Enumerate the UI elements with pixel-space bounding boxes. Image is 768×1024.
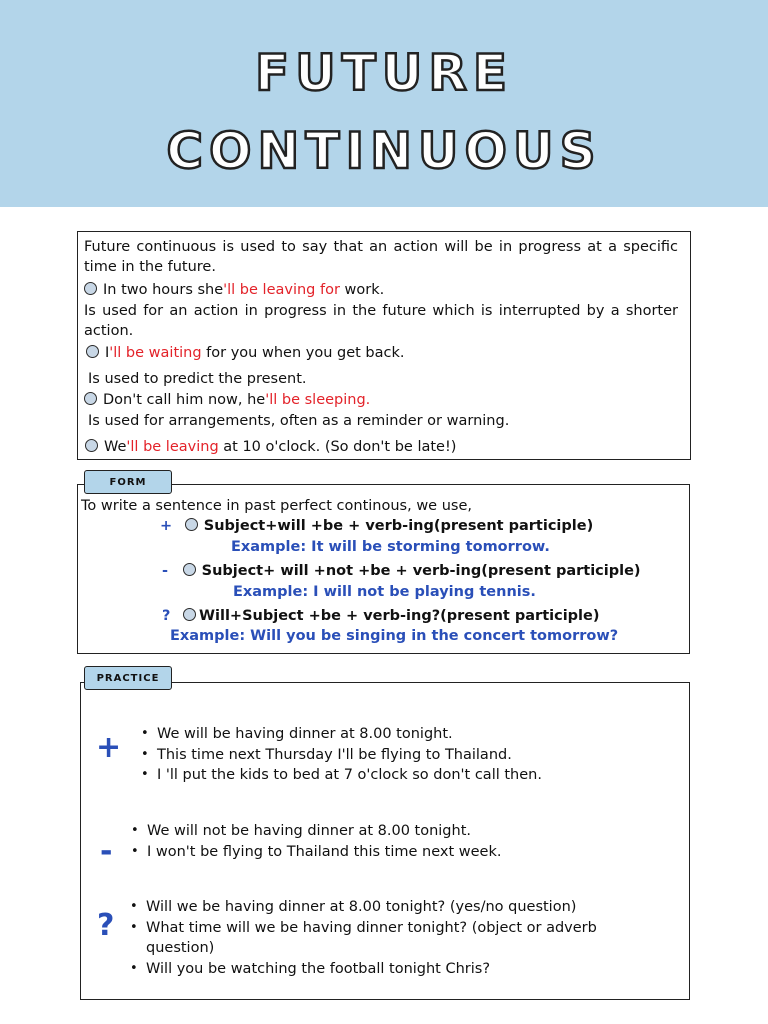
list-item: • Will you be watching the football tonight Chris? <box>130 959 650 980</box>
practice-negative-list <box>131 821 502 862</box>
bullet-circle-icon <box>185 518 198 531</box>
bullet-circle-icon <box>85 439 98 452</box>
bullet-circle-icon <box>183 563 196 576</box>
practice-tag: PRACTICE <box>84 666 172 690</box>
form-example-positive: Example: It will be storming tomorrow. <box>231 539 550 555</box>
list-item: • I 'll put the kids to bed at 7 o'clock so don't call then. <box>141 765 542 786</box>
list-item: • We will not be having dinner at 8.00 tonight. <box>131 821 502 842</box>
form-tag: FORM <box>84 470 172 494</box>
list-item: • We will be having dinner at 8.00 tonight. <box>141 724 542 745</box>
minus-sign: - <box>162 563 169 579</box>
header-banner <box>0 0 768 207</box>
bullet-circle-icon <box>183 608 196 621</box>
bullet-circle-icon <box>84 392 97 405</box>
list-item: • I won't be flying to Thailand this time next week. <box>131 842 502 863</box>
usage-2: Is used for an action in progress in the future which is interrupted by a shorter action. <box>84 303 678 339</box>
bullet-circle-icon <box>84 282 97 295</box>
usage-4: Is used for arrangements, often as a reminder or warning. <box>88 413 510 429</box>
form-row-question: ? Will+Subject +be + verb-ing?(present participle) <box>162 608 600 624</box>
usage-example-3: Don't call him now, he'll be sleeping. <box>84 390 370 410</box>
bullet-circle-icon <box>86 345 99 358</box>
usage-intro: Future continuous is used to say that an action will be in progress at a specific time in the future. <box>84 239 678 275</box>
usage-example-1: In two hours she'll be leaving for work. <box>84 280 384 300</box>
practice-positive-list <box>141 724 542 786</box>
practice-minus-sign: - <box>100 834 113 869</box>
form-row-positive: + Subject+will +be + verb-ing(present participle) <box>160 518 594 534</box>
form-row-negative: - Subject+ will +not +be + verb-ing(present participle) <box>162 563 641 579</box>
practice-plus-sign: + <box>96 730 122 765</box>
form-example-question: Example: Will you be singing in the concert tomorrow? <box>170 628 619 644</box>
usage-3: Is used to predict the present. <box>88 371 307 387</box>
list-item: • This time next Thursday I'll be flying to Thailand. <box>141 745 542 766</box>
usage-example-2: I'll be waiting for you when you get back. <box>86 343 404 363</box>
plus-sign: + <box>160 518 173 534</box>
question-sign: ? <box>162 608 171 624</box>
usage-example-4: We'll be leaving at 10 o'clock. (So don't be late!) <box>85 437 456 457</box>
practice-question-list <box>130 897 650 979</box>
list-item: • What time will we be having dinner tonight? (object or adverb question) <box>130 918 650 959</box>
title-line-2: CONTINUOUS <box>166 122 602 180</box>
title-line-1: FUTURE <box>254 44 514 102</box>
practice-question-sign: ? <box>97 908 115 943</box>
list-item: • Will we be having dinner at 8.00 tonight? (yes/no question) <box>130 897 650 918</box>
form-example-negative: Example: I will not be playing tennis. <box>233 584 536 600</box>
form-intro: To write a sentence in past perfect continous, we use, <box>81 498 472 514</box>
